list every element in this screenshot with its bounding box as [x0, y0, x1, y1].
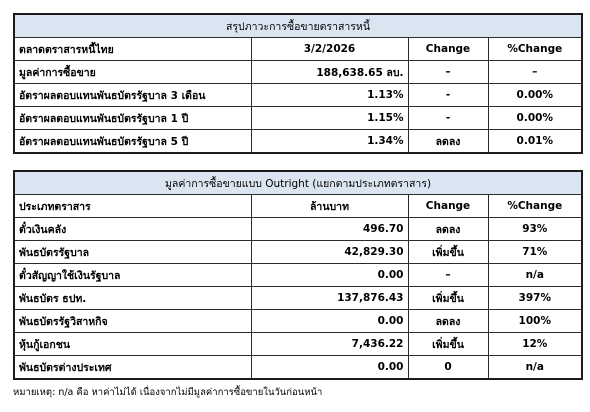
row-pct-change: 100% — [488, 310, 582, 333]
trading-summary-table — [13, 13, 583, 154]
outright-table — [13, 170, 583, 380]
row-label: ตั๋วเงินคลัง — [14, 218, 251, 241]
row-value: 137,876.43 — [251, 287, 408, 310]
row-pct-change: – — [488, 61, 582, 84]
row-pct-change: 0.00% — [488, 84, 582, 107]
table-row — [14, 310, 582, 333]
table-row — [14, 107, 582, 130]
row-label: พันธบัตรต่างประเทศ — [14, 356, 251, 380]
row-label: พันธบัตรรัฐวิสาหกิจ — [14, 310, 251, 333]
row-value: 1.34% — [251, 130, 408, 154]
row-label: อัตราผลตอบแทนพันธบัตรรัฐบาล 1 ปี — [14, 107, 251, 130]
row-label: พันธบัตร ธปท. — [14, 287, 251, 310]
row-change: - — [408, 107, 488, 130]
row-change: – — [408, 264, 488, 287]
row-label: พันธบัตรรัฐบาล — [14, 241, 251, 264]
table-row — [14, 287, 582, 310]
row-pct-change: 71% — [488, 241, 582, 264]
row-label: อัตราผลตอบแทนพันธบัตรรัฐบาล 3 เดือน — [14, 84, 251, 107]
table-row — [14, 218, 582, 241]
type-header: ประเภทตราสาร — [14, 195, 251, 218]
row-change: - — [408, 84, 488, 107]
row-pct-change: 12% — [488, 333, 582, 356]
row-value: 0.00 — [251, 310, 408, 333]
row-value: 42,829.30 — [251, 241, 408, 264]
row-value: 496.70 — [251, 218, 408, 241]
row-value: 188,638.65 ลบ. — [251, 61, 408, 84]
row-change: ลดลง — [408, 310, 488, 333]
row-value: 7,436.22 — [251, 333, 408, 356]
table-row — [14, 241, 582, 264]
change-header: Change — [408, 195, 488, 218]
table-row — [14, 356, 582, 380]
table-row — [14, 264, 582, 287]
change-header: Change — [408, 38, 488, 61]
row-change: เพิ่มขึ้น — [408, 333, 488, 356]
footnote: หมายเหตุ: n/a คือ หาค่าไม่ได้ เนื่องจากไม่มีมูลค่าการซื้อขายในวันก่อนหน้า — [13, 387, 323, 398]
row-pct-change: 0.00% — [488, 107, 582, 130]
row-value: 0.00 — [251, 264, 408, 287]
row-label: ตั๋วสัญญาใช้เงินรัฐบาล — [14, 264, 251, 287]
row-pct-change: 93% — [488, 218, 582, 241]
row-change: ลดลง — [408, 218, 488, 241]
row-change: เพิ่มขึ้น — [408, 241, 488, 264]
row-change: เพิ่มขึ้น — [408, 287, 488, 310]
row-pct-change: 0.01% — [488, 130, 582, 154]
row-pct-change: n/a — [488, 264, 582, 287]
row-label: อัตราผลตอบแทนพันธบัตรรัฐบาล 5 ปี — [14, 130, 251, 154]
row-change: – — [408, 61, 488, 84]
unit-header: ล้านบาท — [251, 195, 408, 218]
row-change: ลดลง — [408, 130, 488, 154]
pct-change-header: %Change — [488, 38, 582, 61]
table-row — [14, 84, 582, 107]
pct-change-header: %Change — [488, 195, 582, 218]
market-header: ตลาดตราสารหนี้ไทย — [14, 38, 251, 61]
row-value: 1.13% — [251, 84, 408, 107]
row-label: มูลค่าการซื้อขาย — [14, 61, 251, 84]
summary-title: สรุปภาวะการซื้อขายตราสารหนี้ — [14, 14, 582, 38]
row-pct-change: n/a — [488, 356, 582, 380]
table-row — [14, 61, 582, 84]
row-pct-change: 397% — [488, 287, 582, 310]
row-value: 1.15% — [251, 107, 408, 130]
outright-title: มูลค่าการซื้อขายแบบ Outright (แยกตามประเภทตราสาร) — [14, 171, 582, 195]
table-row — [14, 130, 582, 154]
date-header: 3/2/2026 — [251, 38, 408, 61]
table-row — [14, 333, 582, 356]
row-change: 0 — [408, 356, 488, 380]
row-label: หุ้นกู้เอกชน — [14, 333, 251, 356]
row-value: 0.00 — [251, 356, 408, 380]
